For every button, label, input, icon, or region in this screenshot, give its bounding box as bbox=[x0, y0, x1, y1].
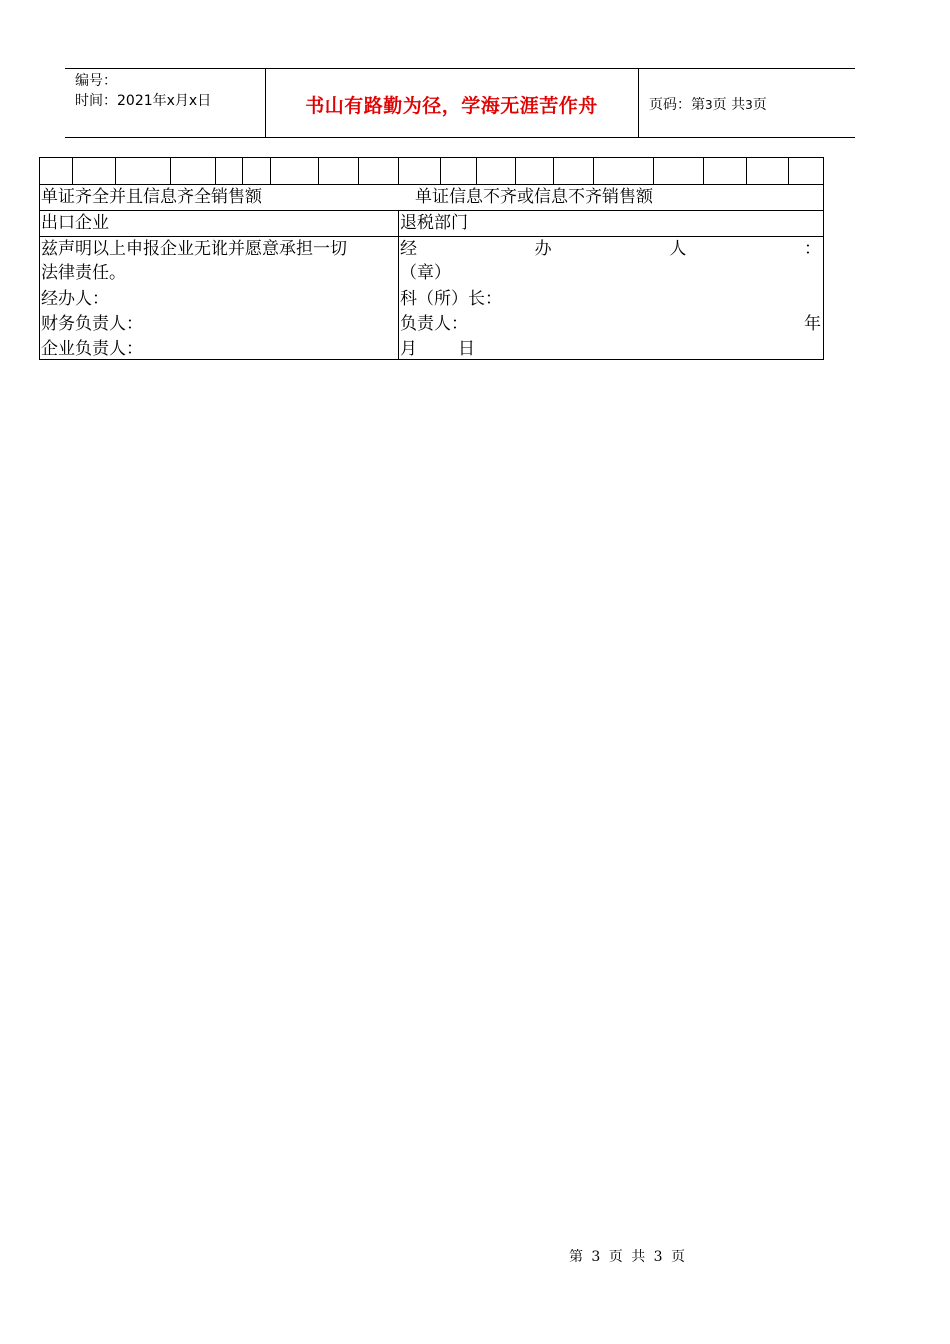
grid-cell-divider bbox=[788, 158, 789, 184]
grid-cell-divider bbox=[115, 158, 116, 184]
dept-handler-char: 办 bbox=[534, 239, 552, 259]
dept-handler-char: 经 bbox=[400, 239, 417, 259]
declaration-line-1: 兹声明以上申报企业无讹并愿意承担一切 bbox=[41, 239, 347, 259]
grid-cell-divider bbox=[215, 158, 216, 184]
column-divider bbox=[398, 210, 399, 359]
grid-cell-divider bbox=[515, 158, 516, 184]
tax-dept-label: 退税部门 bbox=[400, 213, 468, 233]
header-divider bbox=[638, 69, 639, 137]
grid-cell-divider bbox=[358, 158, 359, 184]
declaration-form-table bbox=[39, 157, 824, 360]
month-label: 月 bbox=[400, 339, 417, 359]
grid-cell-divider bbox=[553, 158, 554, 184]
grid-cell-divider bbox=[440, 158, 441, 184]
grid-cell-divider bbox=[703, 158, 704, 184]
page-suffix: 页 bbox=[752, 97, 767, 113]
page-prefix: 页码：第 bbox=[649, 97, 705, 113]
sales-incomplete-label: 单证信息不齐或信息不齐销售额 bbox=[415, 187, 653, 207]
grid-cell-divider bbox=[318, 158, 319, 184]
time-label: 时间：2021年x月x日 bbox=[75, 93, 212, 109]
page-mid: 页 共 bbox=[712, 97, 746, 113]
page-total: 3 bbox=[745, 98, 753, 112]
grid-cell-divider bbox=[746, 158, 747, 184]
finance-head-label: 财务负责人： bbox=[41, 314, 143, 334]
dept-handler-char: ： bbox=[803, 239, 821, 259]
grid-cell-divider bbox=[170, 158, 171, 184]
grid-cell-divider bbox=[398, 158, 399, 184]
exporter-label: 出口企业 bbox=[41, 213, 109, 233]
agent-label: 经办人： bbox=[41, 289, 109, 309]
dept-handler-label bbox=[400, 237, 821, 261]
grid-cell-divider bbox=[270, 158, 271, 184]
grid-cell-divider bbox=[72, 158, 73, 184]
dept-handler-char: 人 bbox=[669, 239, 687, 259]
year-label: 年 bbox=[804, 314, 821, 334]
sales-complete-label: 单证齐全并且信息齐全销售额 bbox=[41, 187, 262, 207]
dept-head-label: 负责人： bbox=[400, 314, 468, 334]
page-header bbox=[65, 68, 855, 138]
grid-cell-divider bbox=[593, 158, 594, 184]
section-chief-label: 科（所）长： bbox=[400, 289, 502, 309]
declaration-line-2: 法律责任。 bbox=[41, 263, 126, 283]
page-current: 3 bbox=[705, 98, 713, 112]
enterprise-head-label: 企业负责人： bbox=[41, 339, 143, 359]
grid-cell-divider bbox=[242, 158, 243, 184]
serial-number-label: 编号： bbox=[75, 73, 117, 89]
grid-cell-divider bbox=[476, 158, 477, 184]
grid-cell-divider bbox=[653, 158, 654, 184]
header-meta bbox=[75, 72, 211, 111]
page-footer: 第 3 页 共 3 页 bbox=[568, 1249, 686, 1265]
seal-label: （章） bbox=[400, 263, 451, 283]
page-indicator bbox=[649, 94, 767, 114]
day-label: 日 bbox=[458, 339, 475, 359]
header-motto: 书山有路勤为径，学海无涯苦作舟 bbox=[305, 95, 598, 117]
